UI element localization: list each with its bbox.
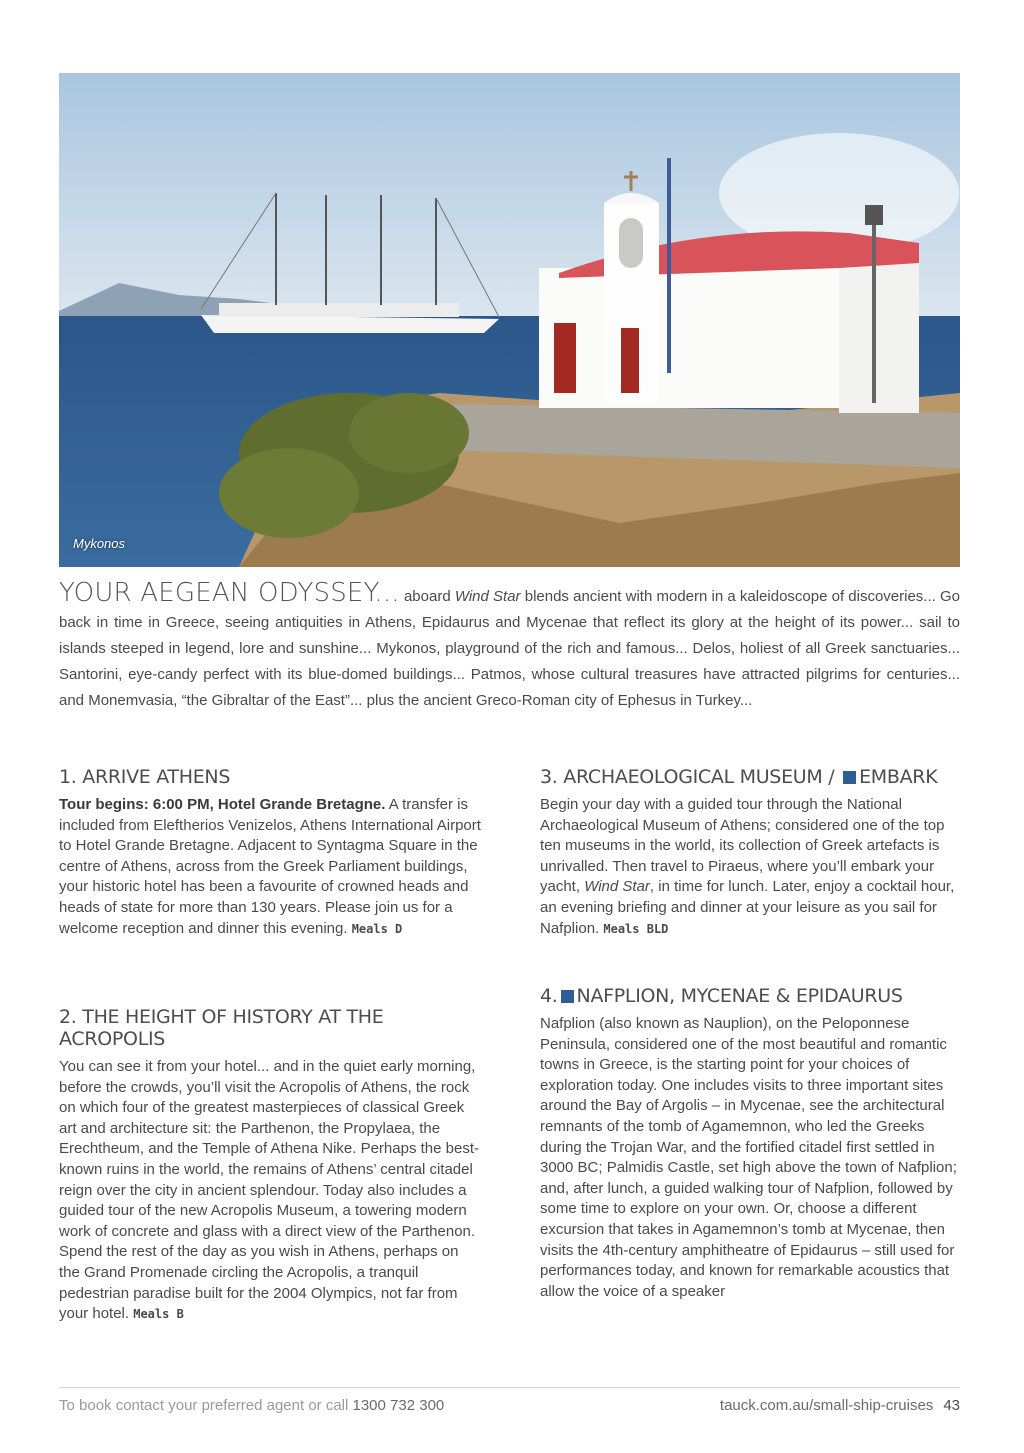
day-1-text: A transfer is included from Eleftherios Venizelos, Athens International Airport to Hotel Grande Bretagne. Adjacent to Syntagma Square in the centre of Athens, across from the Greek Parliament buildings, your historic hotel has been a favourite of crowned heads and heads of state for more than 130 years. Please join us for a welcome reception and dinner this evening.: [59, 796, 481, 937]
footer-contact: [59, 1397, 444, 1414]
intro-text-2: blends ancient with modern in a kaleidoscope of discoveries... Go back in time in Greece, seeing antiquities in Athens, Epidaurus and Mycenae that reflect its glory at the height of its power... sail to islands steeped in legend, lore and sunshine... Mykonos, playground of the rich and famous... Delos, holiest of all Greek sanctuaries... Santorini, eye-candy perfect with its blue-domed buildings... Patmos, whose cultural treasures have attracted pilgrims for centuries... and Monemvasia, “the Gibraltar of the East”... plus the ancient Greco-Roman city of Ephesus in Turkey...: [59, 588, 960, 709]
intro-text-1: aboard: [399, 588, 455, 605]
day-3-title-part-2: EMBARK: [859, 766, 938, 788]
day-2-text: You can see it from your hotel... and in the quiet early morning, before the crowds, you’ll visit the Acropolis of Athens, the rock on which four of the greatest masterpieces of classical Greek art and architecture sit: the Parthenon, the Propylaea, the Erechtheum, and the Temple of Athena Nike. Perhaps the best-known ruins in the world, the remains of Athens’ central citadel reign over the city in ancient splendour. Today also includes a guided tour of the new Acropolis Museum, a towering modern work of concrete and glass with a direct view of the Parthenon. Spend the rest of the day as you wish in Athens, perhaps on the Grand Promenade circling the Acropolis, a tranquil pedestrian paradise built for the 2004 Olympics, not far from your hotel.: [59, 1058, 479, 1323]
photo-caption: Mykonos: [73, 536, 126, 551]
intro-heading: YOUR AEGEAN ODYSSEY...: [59, 578, 400, 608]
day-1-meals: Meals D: [351, 921, 403, 936]
day-1-title: 1. ARRIVE ATHENS: [59, 766, 231, 788]
footer-website[interactable]: tauck.com.au/small-ship-cruises: [719, 1397, 934, 1414]
intro-paragraph: [59, 580, 960, 714]
day-4-title-part-2: NAFPLION, MYCENAE & EPIDAURUS: [576, 985, 903, 1007]
footer-phone[interactable]: 1300 732 300: [352, 1397, 445, 1414]
day-1-body: [59, 795, 483, 939]
hero-photo: [59, 73, 960, 567]
day-3-text-2: , in time for lunch. Later, enjoy a cocktail hour, an evening briefing and dinner at your leisure as you sail for Nafplion.: [540, 878, 955, 937]
footer-divider: [59, 1387, 960, 1388]
day-2-section: [59, 1006, 483, 1325]
day-3-title: [540, 766, 960, 788]
ship-square-icon: [843, 771, 856, 784]
day-3-text-1: Begin your day with a guided tour through the National Archaeological Museum of Athens; considered one of the top ten museums in the world, its collection of Greek artefacts is unrivalled. Then travel to Piraeus, where you’ll embark your yacht,: [540, 796, 945, 896]
footer-contact-text: To book contact your preferred agent or call: [59, 1397, 353, 1414]
day-4-body: Nafplion (also known as Nauplion), on the Peloponnese Peninsula, considered one of the most beautiful and romantic towns in Greece, is the starting point for your choices of exploration today. One includes visits to three important sites around the Bay of Argolis – in Mycenae, see the architectural remnants of the tomb of Agamemnon, who led the Greeks during the Trojan War, and the fortified citadel first settled in 3000 BC; Palmidis Castle, set high above the town of Nafplion; and, after lunch, a guided walking tour of Nafplion, followed by some time to explore on your own. Or, choose a different excursion that takes in Agamemnon’s tomb at Mycenae, then visits the 4th-century amphitheatre of Epidaurus – still used for performances today, and known for remarkable acoustics that allow the voice of a speaker: [540, 1015, 957, 1300]
footer-site: [720, 1397, 960, 1414]
day-1-lead: Tour begins: 6:00 PM, Hotel Grande Bretagne.: [59, 796, 386, 813]
day-3-section: [540, 766, 960, 939]
day-3-body: [540, 795, 960, 939]
day-4-title: [540, 985, 960, 1007]
mykonos-chapel-illustration: [59, 73, 960, 567]
day-2-meals: Meals B: [133, 1307, 184, 1322]
day-2-title: 2. THE HEIGHT OF HISTORY AT THE ACROPOLIS: [59, 1006, 384, 1050]
day-4-title-part-1: 4.: [540, 985, 558, 1007]
day-3-meals: Meals BLD: [603, 921, 669, 936]
day-1-section: [59, 766, 483, 939]
ship-square-icon: [561, 990, 574, 1003]
page-number: 43: [943, 1397, 960, 1414]
day-3-title-part-1: 3. ARCHAEOLOGICAL MUSEUM /: [540, 766, 841, 788]
intro-ship-name: Wind Star: [454, 588, 521, 605]
day-4-section: [540, 985, 960, 1302]
day-2-body: [59, 1057, 483, 1325]
day-3-ship-name: Wind Star: [584, 878, 650, 896]
